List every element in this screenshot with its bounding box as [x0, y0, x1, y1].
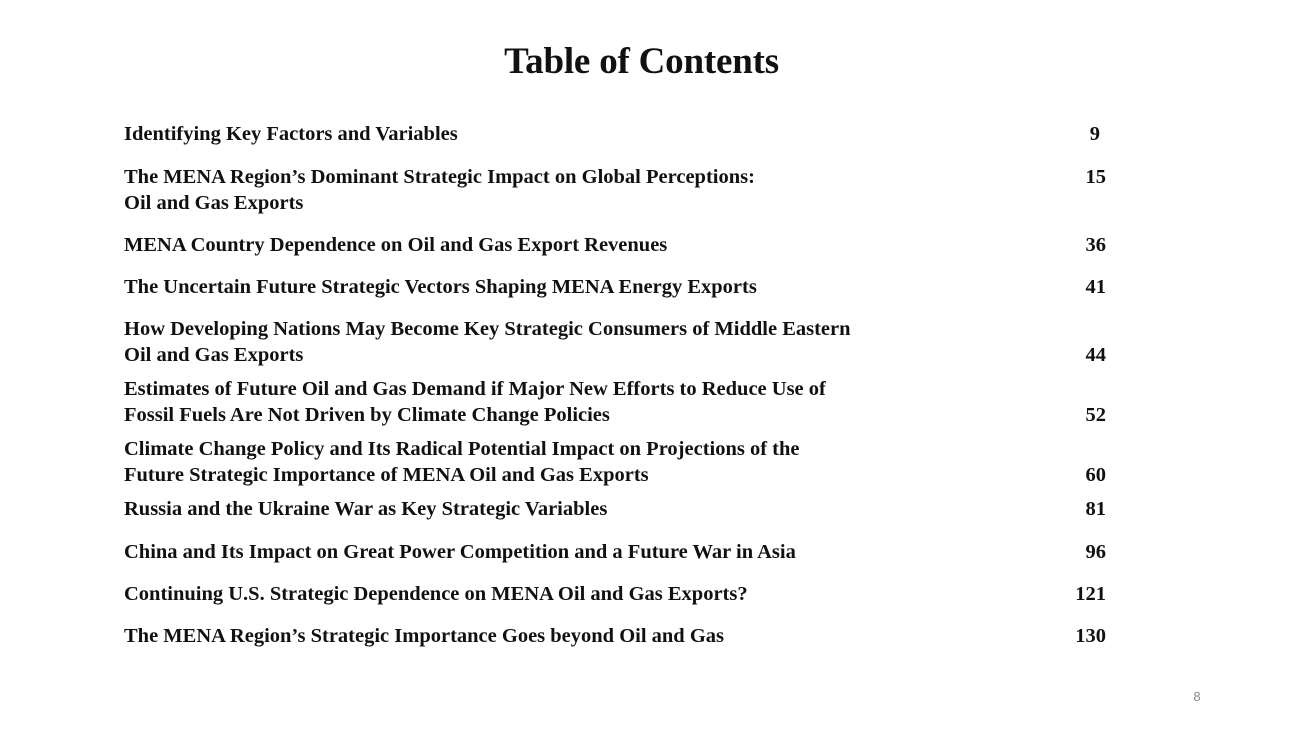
toc-entry-title	[124, 436, 944, 488]
toc-page-number: 60	[1085, 464, 1106, 486]
toc-entry[interactable]	[124, 232, 1106, 258]
toc-entry[interactable]	[124, 164, 1106, 216]
toc-entry-line: The Uncertain Future Strategic Vectors Shaping MENA Energy Exports	[124, 276, 757, 298]
toc-page-number: 52	[1085, 404, 1106, 426]
toc-page-number: 96	[1085, 541, 1106, 563]
toc-page-number: 44	[1085, 344, 1106, 366]
toc-entry-line: MENA Country Dependence on Oil and Gas Export Revenues	[124, 234, 668, 256]
toc-entry-title	[124, 164, 944, 216]
toc-entry[interactable]	[124, 539, 1106, 565]
toc-entry-line: Russia and the Ukraine War as Key Strategic Variables	[124, 498, 608, 520]
toc-entry-line: How Developing Nations May Become Key Strategic Consumers of Middle Eastern	[124, 318, 851, 340]
toc-entry-line: Estimates of Future Oil and Gas Demand if Major New Efforts to Reduce Use of	[124, 378, 826, 400]
toc-entry-line: Future Strategic Importance of MENA Oil and Gas Exports	[124, 464, 649, 486]
toc-entry-line: Oil and Gas Exports	[124, 344, 304, 366]
toc-entry[interactable]	[124, 376, 1106, 428]
toc-entry[interactable]	[124, 436, 1106, 488]
toc-entry-line: Climate Change Policy and Its Radical Potential Impact on Projections of the	[124, 438, 800, 460]
toc-entry-title	[124, 232, 944, 258]
toc-entry-title	[124, 121, 944, 147]
toc-entry-line: Identifying Key Factors and Variables	[124, 123, 458, 145]
toc-entry[interactable]	[124, 316, 1106, 368]
toc-entry[interactable]	[124, 496, 1106, 522]
toc-entry[interactable]	[124, 121, 1106, 147]
toc-page-number: 81	[1085, 498, 1106, 520]
toc-entry-title	[124, 316, 944, 368]
toc-page-number: 9	[1089, 123, 1100, 145]
page-title: Table of Contents	[504, 41, 779, 82]
toc-entry-title	[124, 581, 944, 607]
toc-entry[interactable]	[124, 274, 1106, 300]
toc-entry[interactable]	[124, 581, 1106, 607]
toc-page-number: 41	[1085, 276, 1106, 298]
toc-entry-title	[124, 623, 944, 649]
toc-entry-title	[124, 496, 944, 522]
toc-entry-title	[124, 274, 944, 300]
toc-entry-line: The MENA Region’s Strategic Importance Goes beyond Oil and Gas	[124, 625, 725, 647]
toc-entry-line: The MENA Region’s Dominant Strategic Impact on Global Perceptions:	[124, 166, 755, 188]
toc-page-number: 121	[1075, 583, 1106, 605]
toc-entry-line: Oil and Gas Exports	[124, 192, 304, 214]
toc-entry-line: Fossil Fuels Are Not Driven by Climate Change Policies	[124, 404, 610, 426]
toc-entry-title	[124, 539, 944, 565]
toc-entry-line: China and Its Impact on Great Power Competition and a Future War in Asia	[124, 541, 796, 563]
toc-page-number: 36	[1085, 234, 1106, 256]
toc-entry-title	[124, 376, 944, 428]
toc-page-number: 130	[1075, 625, 1106, 647]
toc-page-number: 15	[1085, 166, 1106, 188]
toc-entry-line: Continuing U.S. Strategic Dependence on MENA Oil and Gas Exports?	[124, 583, 748, 605]
slide-number: 8	[1193, 689, 1201, 704]
toc-entry[interactable]	[124, 623, 1106, 649]
